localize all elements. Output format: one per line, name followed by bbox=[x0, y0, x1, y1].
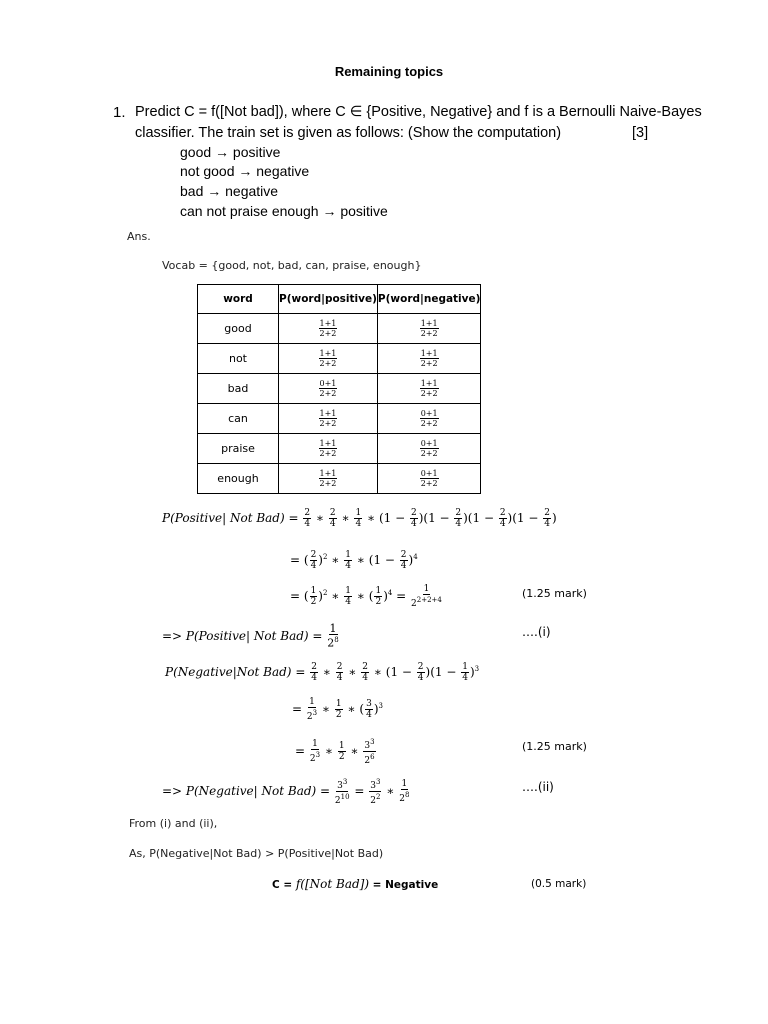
mark-negative: (1.25 mark) bbox=[522, 740, 587, 753]
p-positive-cell bbox=[279, 374, 378, 404]
train-example-4: can not praise enough → positive bbox=[180, 203, 388, 219]
eq-negative-line-1 bbox=[165, 662, 479, 683]
question-number: 1. bbox=[113, 104, 126, 121]
implies-negative-line bbox=[162, 777, 410, 806]
p-negative-cell bbox=[377, 344, 481, 374]
frac-numerator: 1+1 bbox=[420, 319, 438, 328]
frac-numerator: 0+1 bbox=[319, 379, 337, 388]
mark-final: (0.5 mark) bbox=[531, 878, 587, 890]
from-line: From (i) and (ii), bbox=[129, 817, 218, 830]
frac-numerator: 0+1 bbox=[420, 439, 438, 448]
eq-positive-line-3: = ( $\frac{1}{2}$ )$^2$ ∗ $\frac{1}{4}$ ∗ ( $\frac{1}{2}$ )$^4$ = $\frac{1}{2^{2+2+4}}$ bbox=[290, 584, 442, 609]
train-example-1: good → positive bbox=[180, 144, 281, 160]
conclusion-result: = Negative bbox=[369, 879, 439, 891]
table-row bbox=[198, 344, 481, 374]
implies-negative-lhs: => P(Negative| Not Bad) bbox=[162, 784, 317, 798]
eq-negative-line-3: = $\frac{1}{2^3}$ ∗ $\frac{1}{2}$ ∗ $\frac{3^3}{2^6}$ bbox=[295, 738, 375, 766]
word-cell: enough bbox=[198, 464, 279, 494]
p-negative-cell bbox=[377, 314, 481, 344]
frac-numerator: 1+1 bbox=[319, 319, 337, 328]
frac-numerator: 1+1 bbox=[420, 349, 438, 358]
p-positive-cell bbox=[279, 434, 378, 464]
frac-numerator: 1+1 bbox=[319, 349, 337, 358]
eq-positive-rhs-1: = $\frac{2}{4}$ ∗ $\frac{2}{4}$ ∗ $\frac{1}{4}$ ∗ (1 − $\frac{2}{4}$ )(1 − $\frac{2}{4}$ )(1 − $\frac{2}{4}$ )(1 − $\frac{2}{4}$ ) bbox=[288, 508, 557, 529]
train-example-2: not good → negative bbox=[180, 163, 310, 179]
train-example-3: bad → negative bbox=[180, 183, 279, 199]
word-cell: bad bbox=[198, 374, 279, 404]
frac-denominator: 2+2 bbox=[319, 449, 337, 458]
question-line-2: classifier. The train set is given as follows: (Show the computation) bbox=[135, 125, 562, 141]
p-negative-cell bbox=[377, 434, 481, 464]
probability-table bbox=[197, 284, 481, 494]
frac-denominator: 2+2 bbox=[319, 389, 337, 398]
frac-denominator: 2+2 bbox=[420, 359, 438, 368]
table-row bbox=[198, 314, 481, 344]
eq-positive-line-1 bbox=[162, 508, 557, 529]
eq-negative-line-2: = $\frac{1}{2^3}$ ∗ $\frac{1}{2}$ ∗ ( $\frac{3}{4}$ )$^3$ bbox=[292, 697, 383, 722]
table-row bbox=[198, 464, 481, 494]
frac-denominator: 2+2 bbox=[319, 359, 337, 368]
word-cell: praise bbox=[198, 434, 279, 464]
frac-numerator: 1+1 bbox=[319, 469, 337, 478]
table-row bbox=[198, 404, 481, 434]
frac-denominator: 2+2 bbox=[420, 329, 438, 338]
word-cell: good bbox=[198, 314, 279, 344]
frac-numerator: 1+1 bbox=[319, 439, 337, 448]
eq-positive-lhs: P(Positive| Not Bad) bbox=[162, 511, 285, 525]
frac-numerator: 1+1 bbox=[420, 379, 438, 388]
p-negative-cell bbox=[377, 464, 481, 494]
implies-negative-rhs: = $\frac{3^3}{2^{10}}$ = $\frac{3^3}{2^2}$ ∗ $\frac{1}{2^8}$ bbox=[320, 778, 410, 806]
page-title: Remaining topics bbox=[334, 64, 444, 79]
frac-denominator: 2+2 bbox=[420, 389, 438, 398]
header-p-positive: P(word|positive) bbox=[279, 285, 378, 314]
frac-denominator: 2+2 bbox=[420, 449, 438, 458]
conclusion-line bbox=[272, 877, 438, 891]
frac-denominator: 2+2 bbox=[319, 419, 337, 428]
frac-denominator: 2+2 bbox=[420, 419, 438, 428]
implies-positive-rhs: = $\frac{1}{2^8}$ bbox=[312, 622, 339, 650]
eq-positive-line-2: = ( $\frac{2}{4}$ )$^2$ ∗ $\frac{1}{4}$ ∗ (1 − $\frac{2}{4}$ )$^4$ bbox=[290, 550, 418, 571]
frac-denominator: 2+2 bbox=[319, 479, 337, 488]
implies-positive-lhs: => P(Positive| Not Bad) bbox=[162, 628, 309, 643]
table-row bbox=[198, 374, 481, 404]
word-cell: not bbox=[198, 344, 279, 374]
p-negative-cell bbox=[377, 374, 481, 404]
header-p-negative: P(word|negative) bbox=[377, 285, 481, 314]
word-cell: can bbox=[198, 404, 279, 434]
frac-numerator: 1+1 bbox=[319, 409, 337, 418]
eq-negative-lhs: P(Negative|Not Bad) bbox=[165, 665, 292, 679]
question-marks: [3] bbox=[632, 125, 649, 141]
eq-negative-rhs-1: = $\frac{2}{4}$ ∗ $\frac{2}{4}$ ∗ $\frac{2}{4}$ ∗ (1 − $\frac{2}{4}$ )(1 − $\frac{1}{4}$ )$^3$ bbox=[295, 662, 480, 683]
question-line-1: Predict C = f([Not bad]), where C ∈ {Positive, Negative} and f is a Bernoulli Naive-Bayes bbox=[135, 104, 702, 120]
vocab-line: Vocab = {good, not, bad, can, praise, enough} bbox=[162, 259, 422, 272]
p-positive-cell bbox=[279, 344, 378, 374]
mark-positive: (1.25 mark) bbox=[522, 587, 587, 600]
p-positive-cell bbox=[279, 464, 378, 494]
conclusion-prefix: C = bbox=[272, 879, 296, 891]
ref-ii: ….(ii) bbox=[522, 780, 554, 794]
table-row bbox=[198, 434, 481, 464]
frac-numerator: 0+1 bbox=[420, 469, 438, 478]
header-word: word bbox=[198, 285, 279, 314]
frac-numerator: 0+1 bbox=[420, 409, 438, 418]
p-positive-cell bbox=[279, 314, 378, 344]
ref-i: ….(i) bbox=[522, 625, 551, 639]
comparison-line: As, P(Negative|Not Bad) > P(Positive|Not Bad) bbox=[129, 847, 384, 860]
frac-denominator: 2+2 bbox=[420, 479, 438, 488]
frac-denominator: 2+2 bbox=[319, 329, 337, 338]
p-negative-cell bbox=[377, 404, 481, 434]
cropped-text-remnant bbox=[170, 226, 400, 230]
p-positive-cell bbox=[279, 404, 378, 434]
implies-positive-line bbox=[162, 624, 340, 649]
conclusion-function: f([Not Bad]) bbox=[295, 877, 370, 891]
table-header-row bbox=[198, 285, 481, 314]
answer-label: Ans. bbox=[127, 230, 151, 243]
